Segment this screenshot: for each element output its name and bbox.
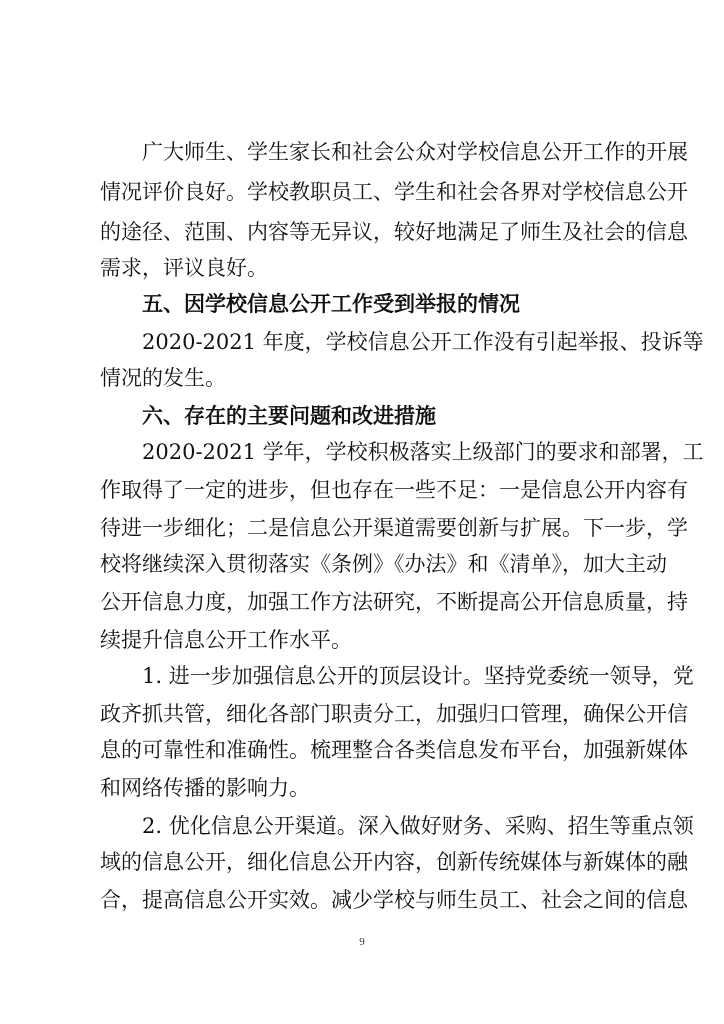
paragraph-3-line-5: 公开信息力度，加强工作方法研究，不断提高公开信息质量，持 bbox=[100, 590, 688, 614]
paragraph-5-line-3: 合，提高信息公开实效。减少学校与师生员工、社会之间的信息 bbox=[100, 888, 688, 912]
paragraph-3-line-1: 2020-2021 学年，学校积极落实上级部门的要求和部署，工 bbox=[142, 440, 704, 464]
paragraph-1-line-4: 需求，评议良好。 bbox=[100, 256, 268, 280]
paragraph-3-line-3: 待进一步细化；二是信息公开渠道需要创新与扩展。下一步，学 bbox=[100, 516, 688, 540]
section-heading-5: 五、因学校信息公开工作受到举报的情况 bbox=[142, 292, 520, 316]
paragraph-5-line-1: 2. 优化信息公开渠道。深入做好财务、采购、招生等重点领 bbox=[142, 814, 694, 838]
paragraph-1-line-1: 广大师生、学生家长和社会公众对学校信息公开工作的开展 bbox=[142, 140, 688, 164]
page-number: 9 bbox=[359, 936, 365, 948]
paragraph-2-line-2: 情况的发生。 bbox=[100, 366, 226, 390]
paragraph-2-line-1: 2020-2021 年度，学校信息公开工作没有引起举报、投诉等 bbox=[142, 330, 704, 354]
paragraph-1-line-2: 情况评价良好。学校教职员工、学生和社会各界对学校信息公开 bbox=[100, 180, 688, 204]
paragraph-3-line-4: 校将继续深入贯彻落实《条例》《办法》和《清单》，加大主动 bbox=[100, 552, 667, 576]
paragraph-4-line-4: 和网络传播的影响力。 bbox=[100, 776, 310, 800]
paragraph-3-line-2: 作取得了一定的进步，但也存在一些不足：一是信息公开内容有 bbox=[100, 478, 688, 502]
paragraph-4-line-1: 1. 进一步加强信息公开的顶层设计。坚持党委统一领导，党 bbox=[142, 664, 694, 688]
paragraph-3-line-6: 续提升信息公开工作水平。 bbox=[100, 628, 352, 652]
paragraph-1-line-3: 的途径、范围、内容等无异议，较好地满足了师生及社会的信息 bbox=[100, 220, 688, 244]
paragraph-4-line-2: 政齐抓共管，细化各部门职责分工，加强归口管理，确保公开信 bbox=[100, 702, 688, 726]
paragraph-5-line-2: 域的信息公开，细化信息公开内容，创新传统媒体与新媒体的融 bbox=[100, 850, 688, 874]
section-heading-6: 六、存在的主要问题和改进措施 bbox=[142, 404, 436, 428]
paragraph-4-line-3: 息的可靠性和准确性。梳理整合各类信息发布平台，加强新媒体 bbox=[100, 738, 688, 762]
